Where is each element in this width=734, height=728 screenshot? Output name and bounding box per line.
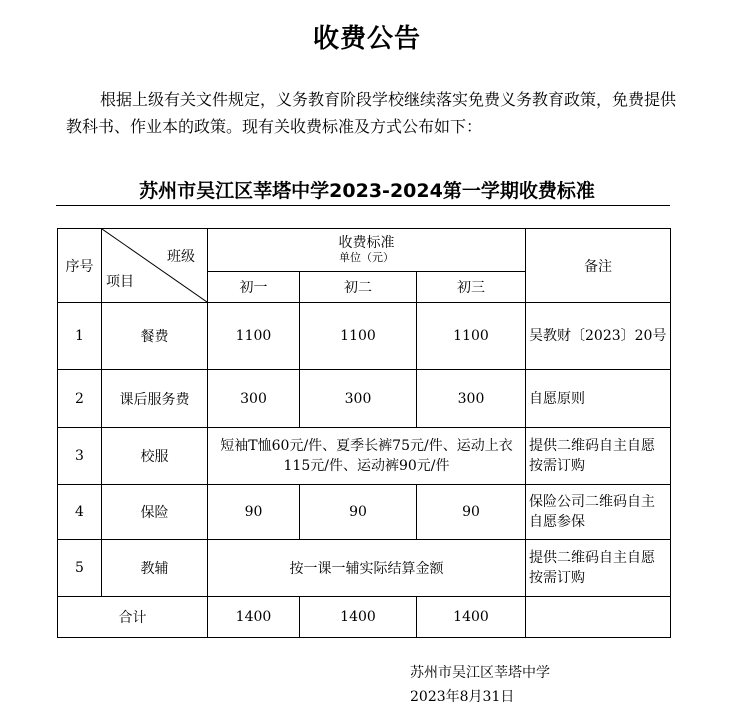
total-grade-2: 1400 — [300, 597, 417, 638]
table-total-row — [58, 597, 671, 638]
header-fee — [208, 229, 526, 272]
row-no: 5 — [58, 540, 102, 597]
header-grade-2: 初二 — [300, 272, 417, 303]
row-note: 提供二维码自主自愿按需订购 — [526, 428, 671, 485]
title-underline — [56, 205, 670, 206]
uniform-price-text: 短袖T恤60元/件、夏季长裤75元/件、运动上衣115元/件、运动裤90元/件 — [220, 438, 513, 474]
row-grade-2: 1100 — [300, 303, 417, 370]
table-row — [58, 303, 671, 370]
row-no: 4 — [58, 485, 102, 540]
header-item-label: 项目 — [106, 274, 134, 290]
table-header-row — [58, 229, 671, 272]
fee-table — [57, 228, 671, 638]
header-grade-3: 初三 — [417, 272, 526, 303]
row-grade-3: 90 — [417, 485, 526, 540]
row-item: 教辅 — [102, 540, 208, 597]
header-grade-1: 初一 — [208, 272, 300, 303]
total-note — [526, 597, 671, 638]
row-grade-1: 300 — [208, 370, 300, 428]
footer-date: 2023年8月31日 — [410, 689, 515, 705]
row-grade-2: 300 — [300, 370, 417, 428]
total-label: 合计 — [58, 597, 208, 638]
row-item: 餐费 — [102, 303, 208, 370]
row-item: 保险 — [102, 485, 208, 540]
row-grade-3: 1100 — [417, 303, 526, 370]
row-note: 提供二维码自主自愿按需订购 — [526, 540, 671, 597]
row-no: 1 — [58, 303, 102, 370]
header-fee-unit: 单位（元） — [339, 251, 394, 264]
intro-paragraph: 根据上级有关文件规定，义务教育阶段学校继续落实免费义务教育政策，免费提供教科书、作业本的政策。现有关收费标准及方式公布如下： — [66, 90, 677, 136]
table-title: 苏州市吴江区莘塔中学2023-2024第一学期收费标准 — [139, 180, 595, 202]
row-merged-fee: 按一课一辅实际结算金额 — [208, 540, 526, 597]
total-grade-1: 1400 — [208, 597, 300, 638]
header-class-label: 班级 — [167, 249, 195, 265]
header-diagonal-cell — [102, 229, 208, 303]
row-item: 课后服务费 — [102, 370, 208, 428]
row-merged-fee — [208, 428, 526, 485]
table-row — [58, 428, 671, 485]
table-row — [58, 485, 671, 540]
footer-org: 苏州市吴江区莘塔中学 — [410, 665, 550, 681]
page-title: 收费公告 — [312, 24, 421, 54]
row-note: 保险公司二维码自主自愿参保 — [526, 485, 671, 540]
table-row — [58, 540, 671, 597]
row-grade-2: 90 — [300, 485, 417, 540]
row-grade-1: 90 — [208, 485, 300, 540]
row-note: 吴教财〔2023〕20号 — [526, 303, 671, 370]
row-no: 2 — [58, 370, 102, 428]
row-item: 校服 — [102, 428, 208, 485]
header-seq: 序号 — [58, 229, 102, 303]
row-grade-3: 300 — [417, 370, 526, 428]
header-note: 备注 — [526, 229, 671, 303]
table-row — [58, 370, 671, 428]
row-no: 3 — [58, 428, 102, 485]
row-note: 自愿原则 — [526, 370, 671, 428]
header-fee-label: 收费标准 — [338, 235, 395, 251]
total-grade-3: 1400 — [417, 597, 526, 638]
row-grade-1: 1100 — [208, 303, 300, 370]
